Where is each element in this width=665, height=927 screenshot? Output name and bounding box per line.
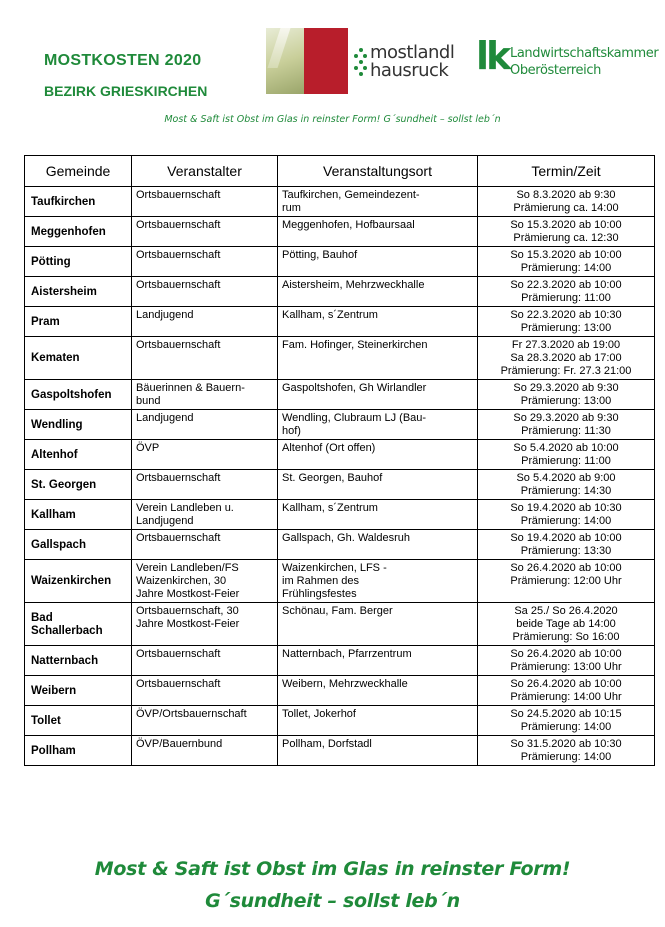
cell-termin-line: So 26.4.2020 ab 10:00	[510, 678, 622, 690]
cell-ort-line: Waizenkirchen, LFS -	[282, 562, 387, 574]
cell-ort	[278, 187, 478, 217]
cell-termin	[478, 307, 655, 337]
cell-veranstalter	[132, 560, 278, 603]
cell-gemeinde: Aistersheim	[25, 277, 132, 307]
footer-slogan-line2: G´sundheit – sollst leb´n	[205, 890, 460, 912]
cell-veranstalter	[132, 277, 278, 307]
cell-veranstalter	[132, 603, 278, 646]
cell-veranstalter-line: Ortsbauernschaft	[136, 532, 221, 544]
cell-ort	[278, 500, 478, 530]
logo-lk-line2: Oberösterreich	[510, 63, 601, 78]
cell-veranstalter	[132, 676, 278, 706]
cell-termin	[478, 646, 655, 676]
cell-ort	[278, 676, 478, 706]
cell-ort-line: St. Georgen, Bauhof	[282, 472, 383, 484]
cell-ort	[278, 410, 478, 440]
cell-termin	[478, 187, 655, 217]
cell-termin	[478, 217, 655, 247]
cell-gemeinde: Kallham	[25, 500, 132, 530]
cell-termin	[478, 706, 655, 736]
cell-gemeinde: Pram	[25, 307, 132, 337]
cell-veranstalter	[132, 410, 278, 440]
cell-termin	[478, 500, 655, 530]
logo-lk-line1: Landwirtschaftskammer	[510, 46, 659, 61]
cell-termin-line: Prämierung: 13:00 Uhr	[510, 661, 622, 673]
cell-termin-line: So 31.5.2020 ab 10:30	[510, 738, 622, 750]
cell-termin	[478, 560, 655, 603]
cell-termin-line: Sa 28.3.2020 ab 17:00	[510, 352, 622, 364]
table-row	[25, 277, 655, 307]
table-row	[25, 736, 655, 766]
table-row	[25, 646, 655, 676]
cell-termin-line: Prämierung: 13:00	[520, 395, 612, 407]
table-row	[25, 217, 655, 247]
cell-ort-line: Frühlingsfestes	[282, 588, 357, 600]
cell-ort-line: Kallham, s´Zentrum	[282, 502, 378, 514]
cell-veranstalter-line: Verein Landleben u.	[136, 502, 234, 514]
cell-gemeinde: Kematen	[25, 337, 132, 380]
landwirtschaftskammer-logo	[476, 34, 659, 84]
cell-ort	[278, 440, 478, 470]
cell-termin-line: Prämierung: 13:30	[520, 545, 612, 557]
cell-termin-line: Prämierung ca. 14:00	[513, 202, 619, 214]
cell-veranstalter-line: Jahre Mostkost-Feier	[136, 588, 240, 600]
dots-icon	[354, 48, 368, 76]
header-veranstalter: Veranstalter	[132, 156, 278, 187]
cell-termin-line: So 19.4.2020 ab 10:30	[510, 502, 622, 514]
table-row	[25, 337, 655, 380]
cell-termin-line: Prämierung: 11:00	[521, 455, 611, 467]
cell-gemeinde: Meggenhofen	[25, 217, 132, 247]
cell-veranstalter	[132, 247, 278, 277]
cell-termin	[478, 277, 655, 307]
cell-termin-line: Prämierung: So 16:00	[512, 631, 620, 643]
cell-ort-line: hof)	[282, 425, 301, 437]
cell-veranstalter-line: ÖVP	[136, 442, 160, 454]
cell-veranstalter	[132, 736, 278, 766]
table-row	[25, 307, 655, 337]
table-row	[25, 500, 655, 530]
cell-ort	[278, 646, 478, 676]
cell-termin	[478, 440, 655, 470]
cell-ort-line: Fam. Hofinger, Steinerkirchen	[282, 339, 428, 351]
cell-termin-line: So 26.4.2020 ab 10:00	[510, 562, 622, 574]
cell-termin-line: Prämierung: 12:00 Uhr	[510, 575, 622, 587]
cell-termin-line: Prämierung: 14:00	[520, 721, 612, 733]
cell-ort-line: rum	[282, 202, 301, 214]
cell-ort-line: Altenhof (Ort offen)	[282, 442, 376, 454]
cell-ort-line: Tollet, Jokerhof	[282, 708, 356, 720]
document-header	[0, 0, 665, 130]
table-row	[25, 470, 655, 500]
cell-termin-line: Prämierung: 14:30	[520, 485, 612, 497]
cell-ort	[278, 380, 478, 410]
cell-ort-line: Gaspoltshofen, Gh Wirlandler	[282, 382, 427, 394]
cell-gemeinde: Wendling	[25, 410, 132, 440]
cell-termin	[478, 530, 655, 560]
cell-termin-line: Prämierung: 14:00 Uhr	[510, 691, 622, 703]
cell-veranstalter-line: Ortsbauernschaft, 30	[136, 605, 239, 617]
cell-ort	[278, 560, 478, 603]
cell-ort	[278, 337, 478, 380]
cell-gemeinde: St. Georgen	[25, 470, 132, 500]
mostlandl-hausruck-logo	[354, 42, 466, 82]
cell-termin-line: So 22.3.2020 ab 10:00	[510, 279, 622, 291]
table-row	[25, 247, 655, 277]
cell-termin-line: So 15.3.2020 ab 10:00	[510, 249, 622, 261]
cell-ort-line: Schönau, Fam. Berger	[282, 605, 393, 617]
cell-veranstalter-line: ÖVP/Bauernbund	[136, 738, 223, 750]
cell-termin-line: So 24.5.2020 ab 10:15	[510, 708, 622, 720]
cell-ort-line: Wendling, Clubraum LJ (Bau-	[282, 412, 427, 424]
cell-veranstalter	[132, 440, 278, 470]
cell-ort	[278, 277, 478, 307]
cell-veranstalter	[132, 500, 278, 530]
header-termin: Termin/Zeit	[478, 156, 655, 187]
logo-mostlandl-text: mostlandl	[370, 42, 455, 63]
cell-termin	[478, 337, 655, 380]
cell-ort-line: Taufkirchen, Gemeindezent-	[282, 189, 420, 201]
cell-termin-line: Prämierung: 14:00	[520, 262, 612, 274]
cell-termin	[478, 736, 655, 766]
cell-veranstalter	[132, 307, 278, 337]
cell-termin-line: beide Tage ab 14:00	[516, 618, 616, 630]
cell-termin-line: Prämierung: Fr. 27.3 21:00	[500, 365, 632, 377]
cell-ort	[278, 530, 478, 560]
cell-veranstalter	[132, 187, 278, 217]
cell-gemeinde: Weibern	[25, 676, 132, 706]
cell-veranstalter-line: Ortsbauernschaft	[136, 249, 221, 261]
table-row	[25, 187, 655, 217]
cell-ort-line: Gallspach, Gh. Waldesruh	[282, 532, 410, 544]
table-row	[25, 530, 655, 560]
cell-ort-line: im Rahmen des	[282, 575, 360, 587]
cell-veranstalter-line: Verein Landleben/FS	[136, 562, 239, 574]
document-title: MOSTKOSTEN 2020	[44, 52, 202, 69]
header-gemeinde: Gemeinde	[25, 156, 132, 187]
table-row	[25, 410, 655, 440]
cell-ort	[278, 470, 478, 500]
cell-veranstalter	[132, 646, 278, 676]
table-row	[25, 706, 655, 736]
table-row	[25, 560, 655, 603]
cell-ort	[278, 736, 478, 766]
cell-veranstalter-line: Landjugend	[136, 309, 194, 321]
cell-veranstalter-line: Landjugend	[136, 412, 194, 424]
cell-ort-line: Aistersheim, Mehrzweckhalle	[282, 279, 425, 291]
cell-termin	[478, 676, 655, 706]
cell-veranstalter-line: bund	[136, 395, 161, 407]
table-row	[25, 380, 655, 410]
cell-gemeinde: Bad Schallerbach	[25, 603, 132, 646]
footer-slogan-line1: Most & Saft ist Obst im Glas in reinster Form!	[94, 858, 571, 880]
cell-veranstalter-line: ÖVP/Ortsbauernschaft	[136, 708, 247, 720]
header-veranstaltungsort: Veranstaltungsort	[278, 156, 478, 187]
cell-termin-line: So 29.3.2020 ab 9:30	[513, 382, 619, 394]
cell-ort	[278, 217, 478, 247]
cell-termin-line: So 5.4.2020 ab 9:00	[516, 472, 616, 484]
cell-termin-line: So 5.4.2020 ab 10:00	[513, 442, 619, 454]
events-table	[24, 155, 655, 766]
cell-veranstalter	[132, 530, 278, 560]
cell-gemeinde: Waizenkirchen	[25, 560, 132, 603]
cell-veranstalter	[132, 217, 278, 247]
cell-termin	[478, 470, 655, 500]
cell-termin-line: So 26.4.2020 ab 10:00	[510, 648, 622, 660]
table-header-row	[25, 156, 655, 187]
cell-ort	[278, 247, 478, 277]
cell-ort-line: Meggenhofen, Hofbaursaal	[282, 219, 415, 231]
cell-veranstalter-line: Ortsbauernschaft	[136, 648, 221, 660]
cell-veranstalter-line: Landjugend	[136, 515, 194, 527]
cell-veranstalter	[132, 706, 278, 736]
table-body	[25, 187, 655, 766]
cell-gemeinde: Pötting	[25, 247, 132, 277]
header-slogan: Most & Saft ist Obst im Glas in reinster Form! G´sundheit – sollst leb´n	[164, 114, 501, 125]
cell-termin	[478, 380, 655, 410]
cell-termin-line: Prämierung: 13:00	[520, 322, 612, 334]
cell-ort	[278, 603, 478, 646]
cell-veranstalter-line: Waizenkirchen, 30	[136, 575, 227, 587]
cell-termin-line: So 19.4.2020 ab 10:00	[510, 532, 622, 544]
cell-gemeinde: Tollet	[25, 706, 132, 736]
logo-hausruck-text: hausruck	[370, 60, 449, 81]
cell-termin	[478, 247, 655, 277]
cell-termin-line: Sa 25./ So 26.4.2020	[514, 605, 618, 617]
cell-veranstalter-line: Jahre Mostkost-Feier	[136, 618, 240, 630]
cell-termin-line: So 22.3.2020 ab 10:30	[510, 309, 622, 321]
cell-ort-line: Natternbach, Pfarrzentrum	[282, 648, 412, 660]
cell-gemeinde: Pollham	[25, 736, 132, 766]
cell-veranstalter-line: Bäuerinnen & Bauern-	[136, 382, 245, 394]
cell-termin-line: So 15.3.2020 ab 10:00	[510, 219, 622, 231]
cell-gemeinde: Taufkirchen	[25, 187, 132, 217]
cell-termin-line: Prämierung: 11:00	[521, 292, 611, 304]
cell-ort-line: Weibern, Mehrzweckhalle	[282, 678, 408, 690]
cell-gemeinde: Natternbach	[25, 646, 132, 676]
cell-termin-line: Fr 27.3.2020 ab 19:00	[511, 339, 621, 351]
cell-ort	[278, 307, 478, 337]
cell-termin	[478, 603, 655, 646]
cell-veranstalter-line: Ortsbauernschaft	[136, 339, 221, 351]
table-row	[25, 603, 655, 646]
cell-veranstalter-line: Ortsbauernschaft	[136, 472, 221, 484]
cell-termin-line: Prämierung: 14:00	[520, 515, 612, 527]
cell-termin-line: Prämierung ca. 12:30	[513, 232, 619, 244]
cell-veranstalter-line: Ortsbauernschaft	[136, 189, 221, 201]
cell-termin-line: Prämierung: 14:00	[520, 751, 612, 763]
cell-veranstalter-line: Ortsbauernschaft	[136, 219, 221, 231]
cell-ort-line: Kallham, s´Zentrum	[282, 309, 378, 321]
cell-gemeinde: Gallspach	[25, 530, 132, 560]
cell-veranstalter	[132, 470, 278, 500]
cell-veranstalter-line: Ortsbauernschaft	[136, 279, 221, 291]
cell-ort-line: Pollham, Dorfstadl	[282, 738, 372, 750]
cell-termin	[478, 410, 655, 440]
lk-mark-icon: lk	[476, 34, 509, 78]
cell-gemeinde: Altenhof	[25, 440, 132, 470]
cell-veranstalter	[132, 380, 278, 410]
cell-termin-line: So 29.3.2020 ab 9:30	[513, 412, 619, 424]
cell-ort-line: Pötting, Bauhof	[282, 249, 358, 261]
cell-ort	[278, 706, 478, 736]
table-row	[25, 440, 655, 470]
cell-termin-line: So 8.3.2020 ab 9:30	[516, 189, 616, 201]
most-glass-photo-logo	[266, 28, 348, 94]
document-subtitle: BEZIRK GRIESKIRCHEN	[44, 83, 208, 99]
cell-veranstalter	[132, 337, 278, 380]
cell-termin-line: Prämierung: 11:30	[521, 425, 611, 437]
cell-gemeinde: Gaspoltshofen	[25, 380, 132, 410]
table-row	[25, 676, 655, 706]
cell-veranstalter-line: Ortsbauernschaft	[136, 678, 221, 690]
